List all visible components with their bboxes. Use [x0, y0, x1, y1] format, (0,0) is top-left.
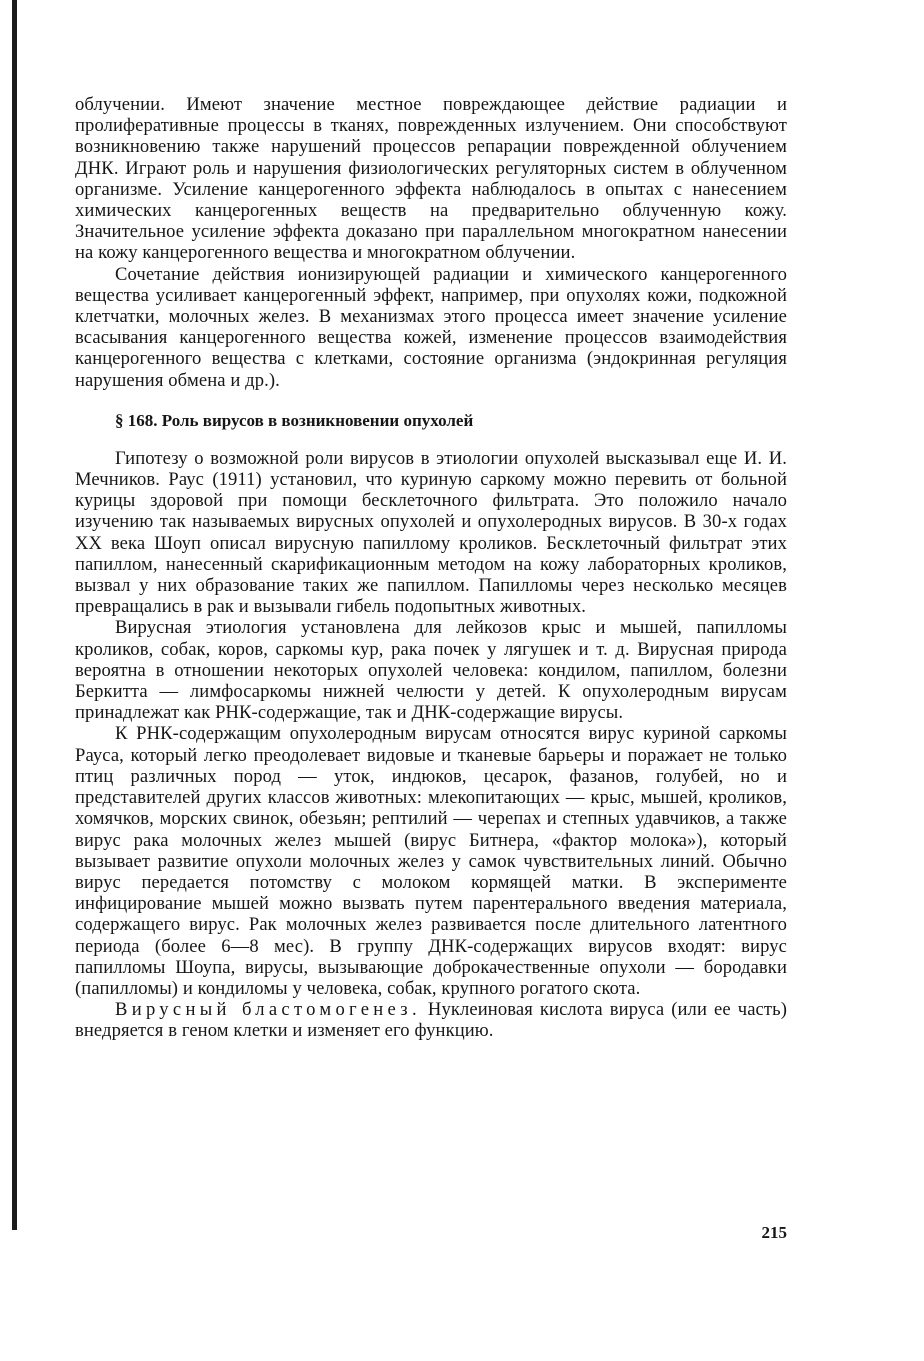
paragraph-2: Сочетание действия ионизирующей радиации и химического канцерогенного вещества усиливает канцерогенный эффект, например, при опухолях кожи, подкожной клетчатки, молочных желез. В механизмах этого процесса имеет значение усиление всасывания канцерогенного вещества кожей, изменение процессов взаимодействия канцерогенного вещества с клетками, состояние организма (эндокринная регуляция нарушения обмена и др.).: [75, 263, 787, 391]
paragraph-4: Вирусная этиология установлена для лейкозов крыс и мышей, папилломы кроликов, собак, коров, саркомы кур, рака почек у лягушек и т. д. Вирусная природа вероятна в отношении некоторых опухолей человека: кондилом, папиллом, болезни Беркитта — лимфосаркомы нижней челюсти у детей. К опухолеродным вирусам принадлежат как РНК-содержащие, так и ДНК-содержащие вирусы.: [75, 617, 787, 724]
paragraph-5: К РНК-содержащим опухолеродным вирусам относятся вирус куриной саркомы Рауса, который легко преодолевает видовые и тканевые барьеры и поражает не только птиц различных пород — уток, индюков, цесарок, фазанов, голубей, но и представителей других классов животных: млекопитающих — крыс, мышей, кроликов, хомячков, морских свинок, обезьян; рептилий — черепах и степных удавчиков, а также вирус рака молочных желез мышей (вирус Битнера, «фактор молока»), который вызывает развитие опухоли молочных желез у самок чувствительных линий. Обычно вирус передается потомству с молоком кормящей матки. В эксперименте инфицирование мышей можно вызвать путем парентерального введения материала, содержащего вирус. Рак молочных желез развивается после длительного латентного периода (более 6—8 мес). В группу ДНК-содержащих вирусов входят: вирус папилломы Шоупа, вирусы, вызывающие доброкачественные опухоли — бородавки (папилломы) и кондиломы у человека, собак, крупного рогатого скота.: [75, 723, 787, 999]
paragraph-1: облучении. Имеют значение местное повреждающее действие радиации и пролиферативные процессы в тканях, поврежденных излучением. Они способствуют возникновению также нарушений процессов репарации поврежденной облучением ДНК. Играют роль и нарушения физиологических регуляторных систем в облученном организме. Усиление канцерогенного эффекта наблюдалось в опытах с нанесением химических канцерогенных веществ на предварительно облученную кожу. Значительное усиление эффекта доказано при параллельном многократном нанесении на кожу канцерогенного вещества и многократном облучении.: [75, 94, 787, 264]
paragraph-6: [75, 999, 787, 1041]
term-viral-blastomogenesis: Вирусный бластомогенез.: [115, 999, 421, 1021]
section-heading: § 168. Роль вирусов в возникновении опухолей: [115, 410, 474, 430]
paragraph-6-text: Нуклеиновая кислота вируса (или ее часть) внедряется в геном клетки и изменяет его функцию.: [75, 999, 787, 1042]
paragraph-3: Гипотезу о возможной роли вирусов в этиологии опухолей высказывал еще И. И. Мечников. Раус (1911) установил, что куриную саркому можно перевить от больной курицы здоровой при помощи бесклеточного фильтрата. Это положило начало изучению так называемых вирусных опухолей и опухолеродных вирусов. В 30-х годах XX века Шоуп описал вирусную папиллому кроликов. Бесклеточный фильтрат этих папиллом, нанесенный скарификационным методом на кожу лабораторных кроликов, вызвал у них образование таких же папиллом. Папилломы через несколько месяцев превращались в рак и вызывали гибель подопытных животных.: [75, 447, 787, 618]
page-body: [75, 94, 787, 1042]
page-number: 215: [761, 1223, 787, 1242]
scan-edge-bar: [12, 0, 17, 1230]
